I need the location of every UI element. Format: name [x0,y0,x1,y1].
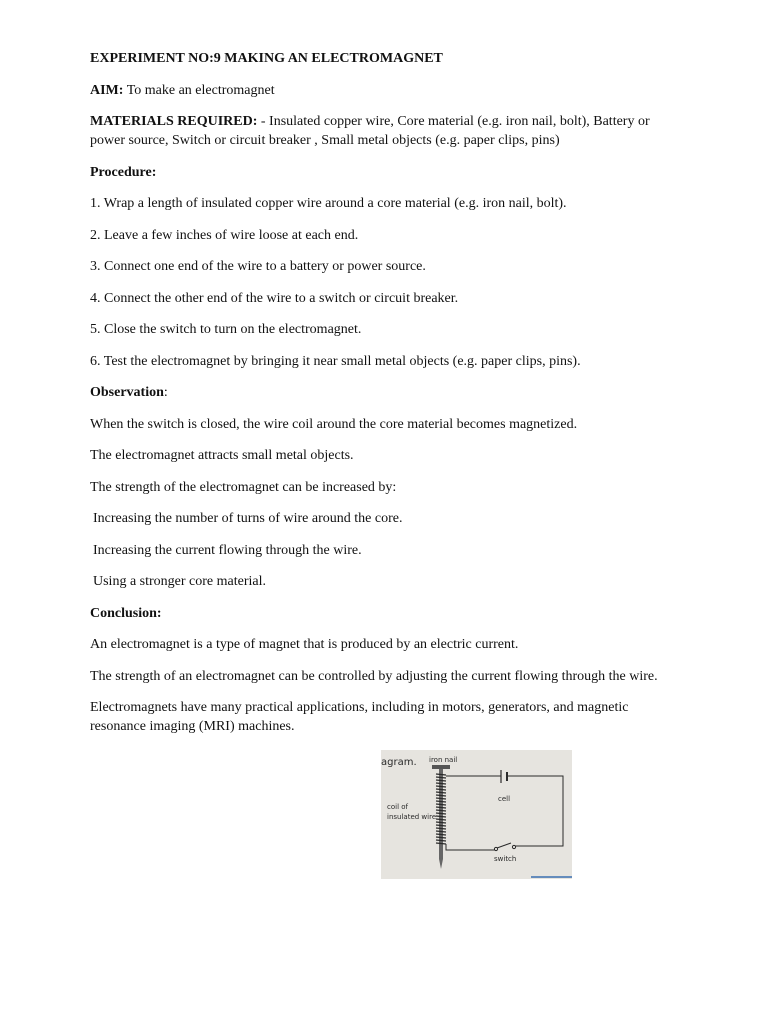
aim-paragraph [90,81,670,100]
observation-line: Increasing the number of turns of wire around the core. [93,511,403,526]
materials-paragraph [90,112,670,150]
observation-heading-colon: : [163,385,168,400]
conclusion-line: The strength of an electromagnet can be controlled by adjusting the current flowing through the wire. [90,668,658,684]
procedure-step: 6. Test the electromagnet by bringing it near small metal objects (e.g. paper clips, pins). [90,353,581,369]
diagram-caption: agram. [381,757,417,768]
document-title: EXPERIMENT NO:9 MAKING AN ELECTROMAGNET [90,51,443,66]
observation-line: The electromagnet attracts small metal objects. [90,448,354,463]
electromagnet-diagram [381,750,572,879]
conclusion-line: Electromagnets have many practical applications, including in motors, generators, and magnetic resonance imaging (MRI) machines. [90,700,629,734]
cell-label: cell [498,795,511,803]
observation-heading-line [90,383,670,402]
iron-nail-label: iron nail [429,756,458,764]
conclusion-line: An electromagnet is a type of magnet that is produced by an electric current. [90,637,519,652]
nail-head [432,765,450,769]
observation-line: Increasing the current flowing through the wire. [93,542,362,558]
conclusion-heading: Conclusion: [90,605,162,621]
aim-text: To make an electromagnet [126,82,275,98]
materials-text: - Insulated copper wire, Core material (e.g. iron nail, bolt), Battery or power source, Switch or circuit breaker , Small metal objects (e.g. paper clips, pins) [90,114,650,148]
observation-line: When the switch is closed, the wire coil around the core material becomes magnetized. [90,416,578,432]
coil-label-line2: insulated wire [387,813,437,821]
observation-heading: Observation [90,385,164,400]
procedure-step: 4. Connect the other end of the wire to a switch or circuit breaker. [90,290,459,306]
procedure-step: 3. Connect one end of the wire to a battery or power source. [90,259,426,274]
procedure-step: 2. Leave a few inches of wire loose at each end. [90,227,359,243]
procedure-step: 1. Wrap a length of insulated copper wire around a core material (e.g. iron nail, bolt). [90,196,567,211]
aim-label: AIM: [90,82,124,98]
document-body [90,49,670,749]
observation-line: The strength of the electromagnet can be increased by: [90,479,397,495]
procedure-step: 5. Close the switch to turn on the electromagnet. [90,322,362,337]
coil-label-line1: coil of [387,803,408,811]
switch-label: switch [494,855,517,863]
observation-line: Using a stronger core material. [93,574,266,589]
procedure-heading: Procedure: [90,164,157,180]
materials-label: MATERIALS REQUIRED: [90,114,258,129]
